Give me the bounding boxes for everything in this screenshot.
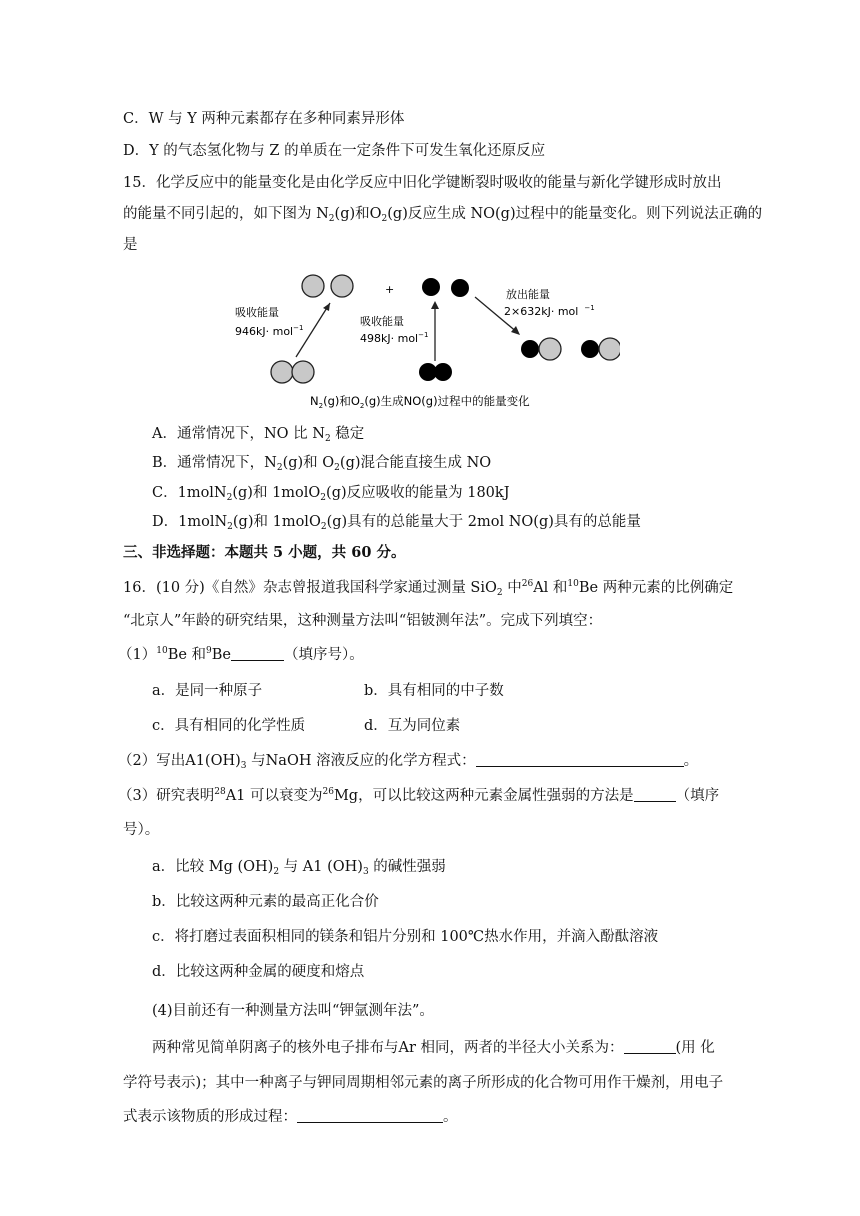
q16-part2: （2）写出$A1(OH)_3$ 与NaOH 溶液反应的化学方程式： 。	[118, 753, 699, 771]
q15-option-a: A．通常情况下，NO 比 $N_2$ 稳定	[152, 426, 365, 444]
q16-part3-line1: （3）研究表明$^{28}$A1 可以衰变为$^{26}$Mg，可以比较这两种元素金属性强弱的方法是 （填序	[118, 787, 720, 804]
q16-p3-option-c: c．将打磨过表面积相同的镁条和铝片分别和 100℃热水作用，并滴入酚酞溶液	[152, 929, 659, 945]
energy-change-figure	[220, 265, 620, 415]
q15-option-b: B．通常情况下，$N_2(g)$和 $O_2(g)$混合能直接生成 NO	[152, 455, 492, 473]
q16-p3-option-a: a．比较 Mg $(OH)_2$ 与 A1 $(OH)_3$ 的碱性强弱	[152, 859, 446, 877]
absorb-value-n2: 946kJ· mol$^{-1}$	[235, 324, 304, 338]
q14-option-c: C．W 与 Y 两种元素都存在多种同素异形体	[123, 111, 405, 127]
o-atom	[521, 340, 539, 358]
o-atom	[422, 278, 440, 296]
q16-part3-line2: 号）。	[123, 822, 160, 838]
q16-p3-option-d: d．比较这两种金属的硬度和熔点	[152, 964, 365, 980]
n-atom	[271, 361, 293, 383]
q16-p1-option-c: c．具有相同的化学性质	[152, 718, 306, 734]
q15-stem-line2: 的能量不同引起的，如下图为 $N_2(g)$和$O_2(g)$反应生成 NO(g)过程中的能量变化。则下列说法正确的	[123, 206, 763, 224]
o-atom	[581, 340, 599, 358]
n-atom	[302, 275, 324, 297]
q16-part4-heading: (4)目前还有一种测量方法叫“钾氩测年法”。	[152, 1003, 434, 1019]
o-atom	[434, 363, 452, 381]
q16-p1-option-d: d．互为同位素	[364, 718, 461, 734]
answer-blank-4[interactable]	[624, 1038, 676, 1054]
release-label: 放出能量	[506, 288, 550, 301]
q14-option-d: D．Y 的气态氢化物与 Z 的单质在一定条件下可发生氧化还原反应	[123, 143, 546, 159]
absorb-label-n2: 吸收能量	[235, 306, 279, 319]
absorb-label-o2: 吸收能量	[360, 315, 404, 328]
o-atom	[451, 279, 469, 297]
q16-stem-line2: “北京人”年龄的研究结果，这种测量方法叫“铝铍测年法”。完成下列填空：	[123, 613, 603, 629]
q15-stem-line3: 是	[123, 237, 138, 253]
section-3-heading: 三、非选择题：本题共 5 小题，共 60 分。	[123, 544, 406, 561]
q16-p1-option-b: b．具有相同的中子数	[364, 683, 504, 699]
absorb-value-o2: 498kJ· mol$^{-1}$	[360, 331, 429, 345]
figure-caption: $N_2(g)$和$O_2(g)$生成NO(g)过程中的能量变化	[310, 394, 530, 410]
q16-part1: $(1)^{10}Be$ 和$^9$Be （填序号）。	[118, 646, 364, 663]
q16-stem-line1: 16．(10 分)《自然》杂志曾报道我国科学家通过测量 SiO$_2$ 中$^{26}$Al 和$^{10}$Be 两种元素的比例确定	[123, 579, 734, 598]
release-value: 2×632kJ· mol $^{-1}$	[504, 304, 595, 318]
n-atom	[599, 338, 620, 360]
q16-part4-line3: 式表示该物质的形成过程： 。	[123, 1109, 458, 1125]
n-atom	[539, 338, 561, 360]
q16-part4-line1: 两种常见简单阴离子的核外电子排布与Ar 相同，两者的半径大小关系为： (用 化	[152, 1040, 715, 1056]
answer-blank-5[interactable]	[297, 1107, 443, 1123]
n-atom	[331, 275, 353, 297]
q15-option-c: C．1molN$_2$(g)和 1molO$_2$(g)反应吸收的能量为 180kJ	[152, 485, 510, 503]
q15-stem-line1: 15．化学反应中的能量变化是由化学反应中旧化学键断裂时吸收的能量与新化学键形成时放出	[123, 175, 722, 191]
answer-blank-3[interactable]	[634, 786, 676, 802]
q16-p3-option-b: b．比较这两种元素的最高正化合价	[152, 894, 379, 910]
plus-sign: +	[385, 283, 395, 296]
answer-blank-2[interactable]	[476, 751, 684, 767]
n-atom	[292, 361, 314, 383]
q15-option-d: D．1molN$_2$(g)和 1molO$_2$(g)具有的总能量大于 2mol NO(g)具有的总能量	[152, 514, 641, 532]
answer-blank-1[interactable]	[231, 645, 284, 661]
q16-p1-option-a: a．是同一种原子	[152, 683, 263, 699]
q16-part4-line2: 学符号表示)；其中一种离子与钾同周期相邻元素的离子所形成的化合物可用作干燥剂，用电子	[123, 1075, 724, 1091]
